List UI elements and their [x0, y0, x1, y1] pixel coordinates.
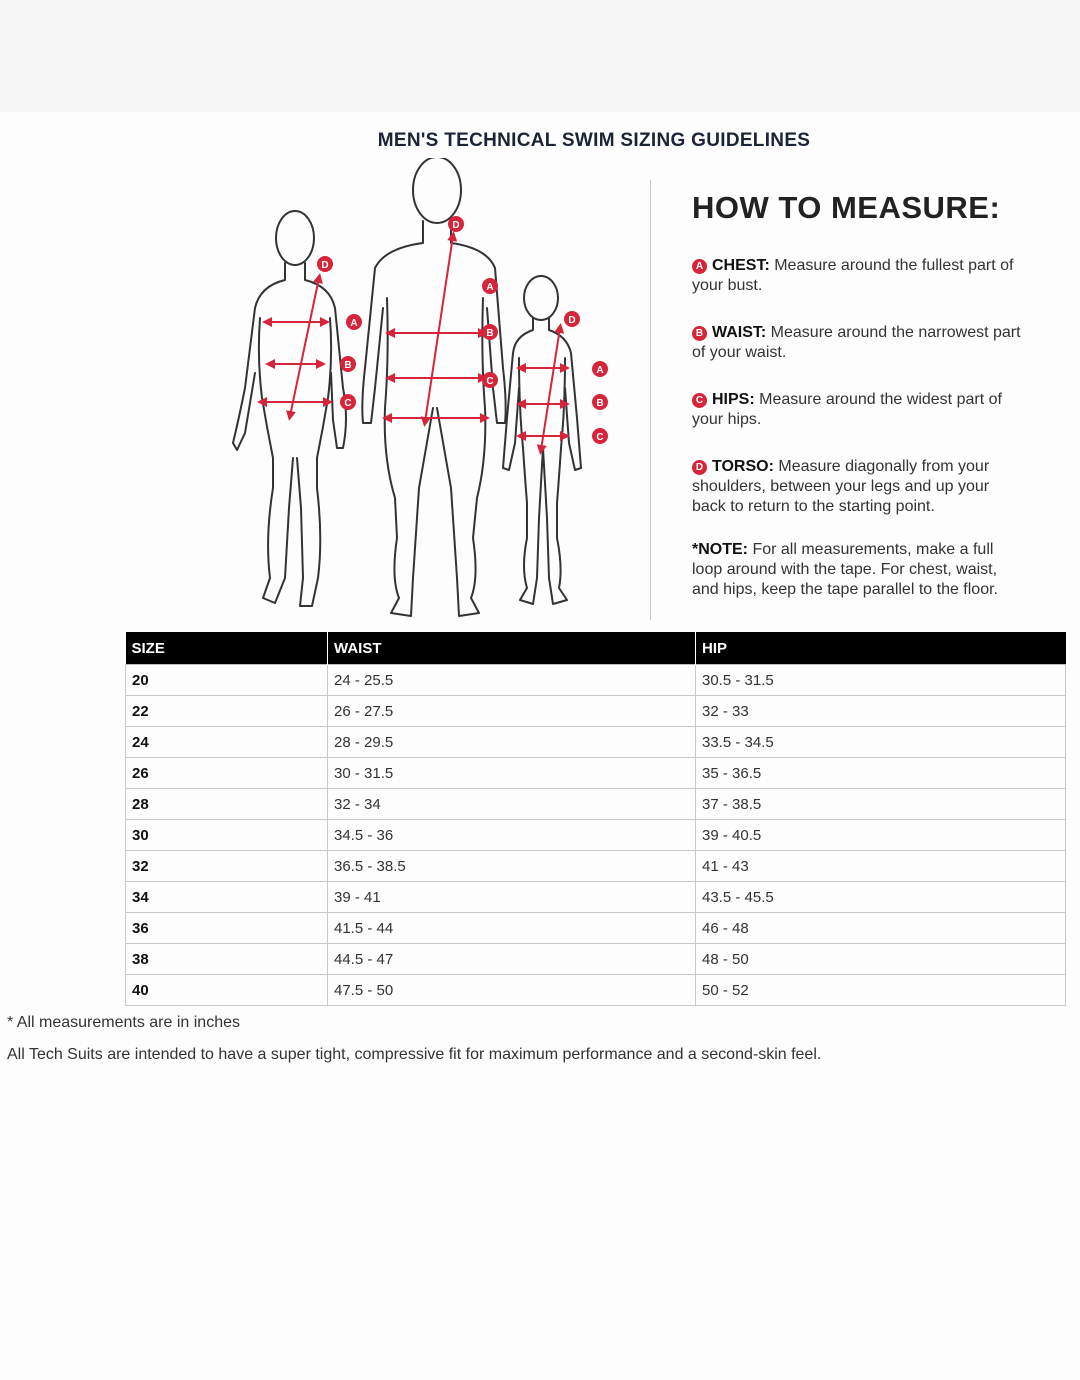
- waist-cell: 36.5 - 38.5: [328, 851, 696, 882]
- how-to-measure-heading: HOW TO MEASURE:: [692, 190, 1001, 225]
- svg-text:D: D: [568, 315, 576, 326]
- svg-text:D: D: [321, 260, 329, 271]
- top-band: [0, 0, 1080, 112]
- hip-cell: 46 - 48: [696, 913, 1066, 944]
- table-row: [126, 975, 1066, 1006]
- waist-cell: 32 - 34: [328, 789, 696, 820]
- svg-text:A: A: [486, 282, 494, 293]
- table-row: [126, 820, 1066, 851]
- table-row: [126, 727, 1066, 758]
- measure-item-torso: [692, 457, 1022, 517]
- size-cell: 20: [126, 665, 328, 696]
- waist-cell: 41.5 - 44: [328, 913, 696, 944]
- waist-cell: 34.5 - 36: [328, 820, 696, 851]
- note-text: For all measurements, make a full loop around with the tape. For chest, waist, and hips, keep the tape parallel to the floor.: [692, 541, 998, 598]
- table-row: [126, 913, 1066, 944]
- svg-text:C: C: [344, 398, 352, 409]
- hip-cell: 48 - 50: [696, 944, 1066, 975]
- vertical-divider: [650, 180, 651, 620]
- badge-b-man: [482, 324, 498, 340]
- waist-cell: 26 - 27.5: [328, 696, 696, 727]
- size-cell: 36: [126, 913, 328, 944]
- how-to-measure-panel: [692, 190, 1022, 600]
- measure-item-waist: [692, 323, 1022, 363]
- badge-c-icon: C: [692, 393, 707, 408]
- hip-cell: 32 - 33: [696, 696, 1066, 727]
- svg-text:C: C: [486, 376, 494, 387]
- chest-text: Measure around the fullest part of your bust.: [692, 257, 1014, 294]
- badge-a-woman: [346, 314, 362, 330]
- svg-text:D: D: [452, 220, 460, 231]
- note-label: *NOTE:: [692, 541, 748, 558]
- hip-cell: 50 - 52: [696, 975, 1066, 1006]
- hip-cell: 33.5 - 34.5: [696, 727, 1066, 758]
- torso-text: Measure diagonally from your shoulders, between your legs and up your back to return to the starting point.: [692, 458, 990, 515]
- svg-text:B: B: [344, 360, 352, 371]
- size-cell: 26: [126, 758, 328, 789]
- header-size: SIZE: [126, 632, 328, 665]
- size-cell: 28: [126, 789, 328, 820]
- measurement-figures-illustration: [215, 158, 630, 628]
- header-waist: WAIST: [328, 632, 696, 665]
- chest-label: CHEST:: [712, 257, 770, 274]
- badge-a-icon: A: [692, 259, 707, 274]
- table-row: [126, 882, 1066, 913]
- badge-b-child: [592, 394, 608, 410]
- table-header-row: [126, 632, 1066, 665]
- badge-d-child: [564, 311, 580, 327]
- hip-cell: 41 - 43: [696, 851, 1066, 882]
- badge-c-child: [592, 428, 608, 444]
- waist-cell: 24 - 25.5: [328, 665, 696, 696]
- measure-item-hips: [692, 390, 1022, 430]
- fit-note: All Tech Suits are intended to have a super tight, compressive fit for maximum performance and a second-skin feel.: [7, 1046, 822, 1063]
- waist-cell: 28 - 29.5: [328, 727, 696, 758]
- size-cell: 38: [126, 944, 328, 975]
- badge-a-man: [482, 278, 498, 294]
- hip-cell: 43.5 - 45.5: [696, 882, 1066, 913]
- waist-text: Measure around the narrowest part of your waist.: [692, 324, 1021, 361]
- table-row: [126, 696, 1066, 727]
- waist-cell: 44.5 - 47: [328, 944, 696, 975]
- hips-label: HIPS:: [712, 391, 755, 408]
- size-cell: 22: [126, 696, 328, 727]
- waist-label: WAIST:: [712, 324, 767, 341]
- measurement-units-footnote: * All measurements are in inches: [7, 1014, 240, 1031]
- size-cell: 34: [126, 882, 328, 913]
- badge-c-man: [482, 372, 498, 388]
- badge-a-child: [592, 361, 608, 377]
- page-title: MEN'S TECHNICAL SWIM SIZING GUIDELINES: [377, 130, 811, 151]
- table-row: [126, 944, 1066, 975]
- size-cell: 24: [126, 727, 328, 758]
- badge-c-woman: [340, 394, 356, 410]
- svg-text:A: A: [596, 365, 604, 376]
- svg-text:C: C: [596, 432, 604, 443]
- table-row: [126, 665, 1066, 696]
- measure-note: [692, 540, 1022, 600]
- svg-text:B: B: [486, 328, 494, 339]
- badge-d-icon: D: [692, 460, 707, 475]
- waist-cell: 47.5 - 50: [328, 975, 696, 1006]
- hip-cell: 39 - 40.5: [696, 820, 1066, 851]
- waist-cell: 30 - 31.5: [328, 758, 696, 789]
- hip-cell: 30.5 - 31.5: [696, 665, 1066, 696]
- hip-cell: 35 - 36.5: [696, 758, 1066, 789]
- waist-cell: 39 - 41: [328, 882, 696, 913]
- header-hip: HIP: [696, 632, 1066, 665]
- badge-b-icon: B: [692, 326, 707, 341]
- size-cell: 30: [126, 820, 328, 851]
- size-cell: 32: [126, 851, 328, 882]
- hips-text: Measure around the widest part of your hips.: [692, 391, 1002, 428]
- svg-text:A: A: [350, 318, 358, 329]
- size-table: [125, 632, 1066, 1006]
- hip-cell: 37 - 38.5: [696, 789, 1066, 820]
- table-row: [126, 789, 1066, 820]
- badge-d-man: [448, 216, 464, 232]
- torso-label: TORSO:: [712, 458, 774, 475]
- badge-b-woman: [340, 356, 356, 372]
- badge-d-woman: [317, 256, 333, 272]
- table-row: [126, 758, 1066, 789]
- svg-text:B: B: [596, 398, 604, 409]
- size-cell: 40: [126, 975, 328, 1006]
- measure-item-chest: [692, 256, 1022, 296]
- table-row: [126, 851, 1066, 882]
